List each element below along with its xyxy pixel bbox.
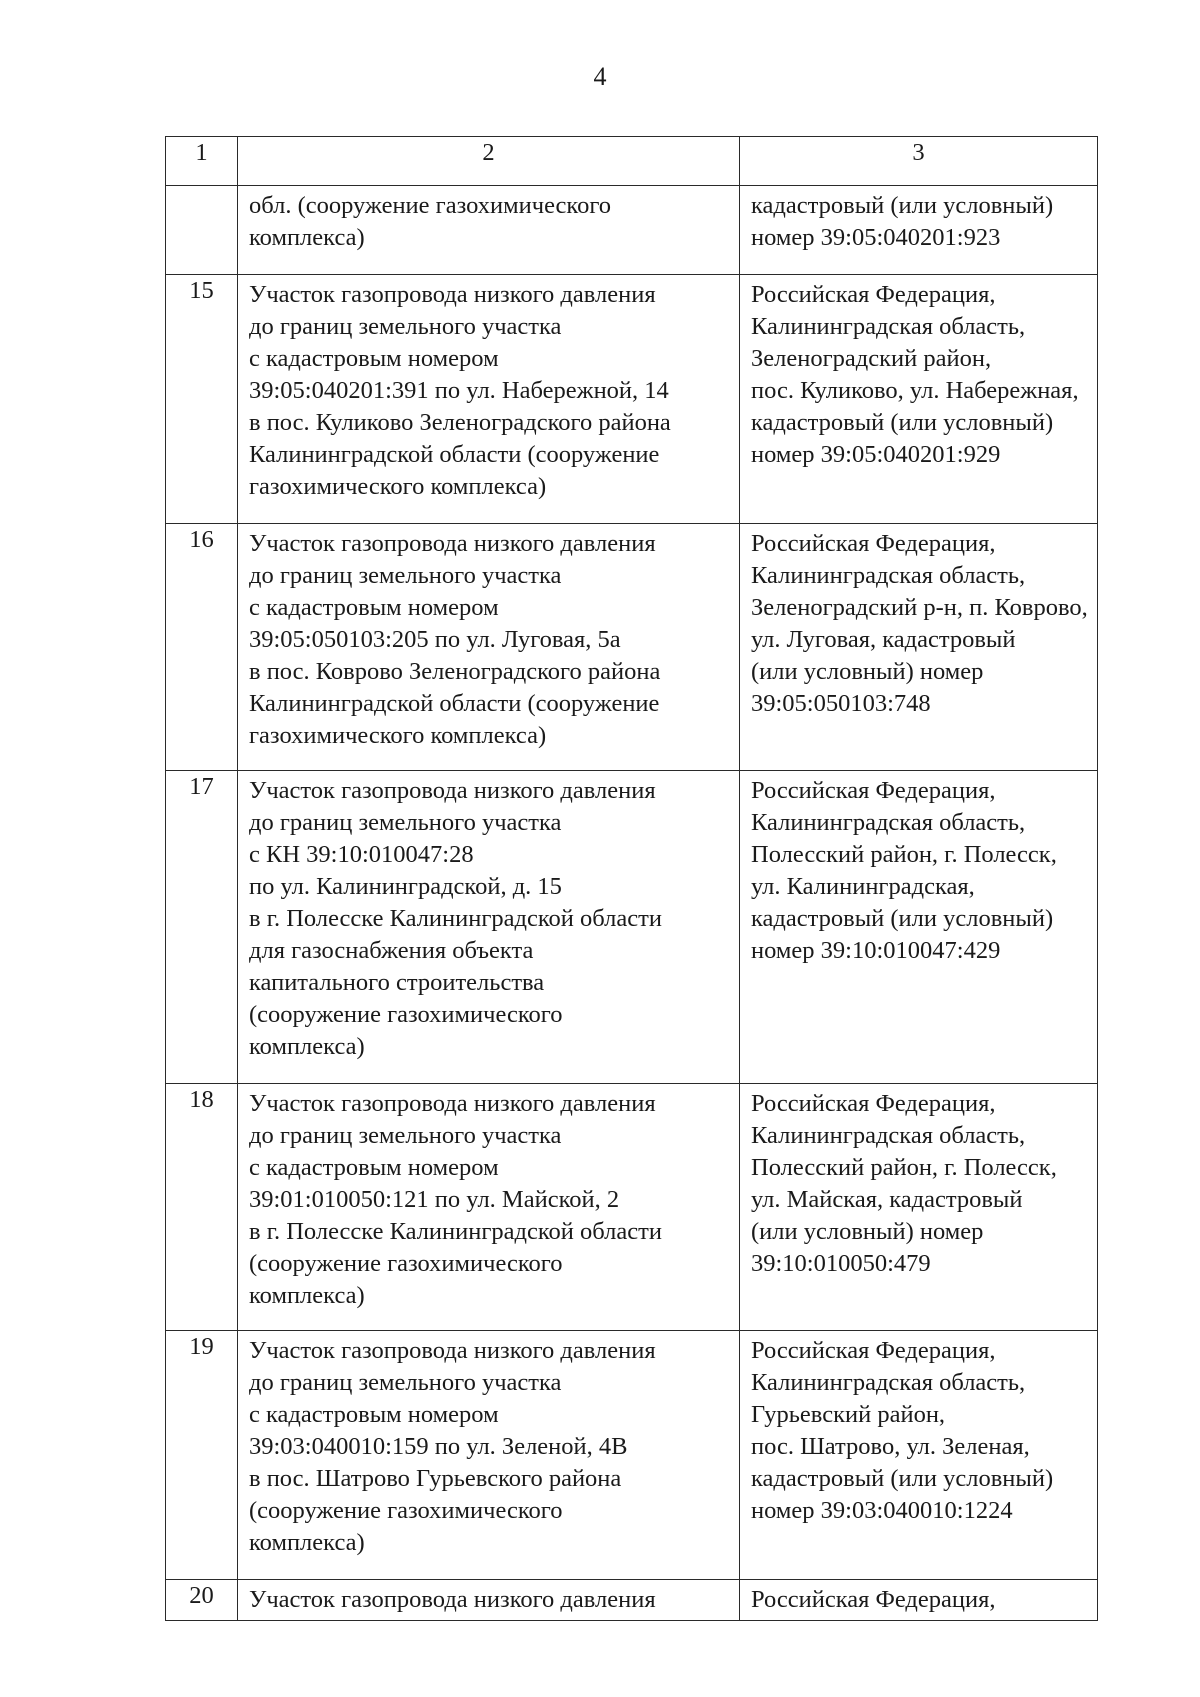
- table-row: [166, 524, 1098, 771]
- object-description: обл. (сооружение газохимического комплекса): [249, 192, 612, 251]
- object-description: Участок газопровода низкого давления до границ земельного участка с кадастровым номером 39:03:040010:159 по ул. Зеленой, 4В в пос. Шатрово Гурьевского района (сооружение газохимического комплекса): [249, 1337, 656, 1556]
- object-address: Российская Федерация, Калининградская область, Полесский район, г. Полесск, ул. Калининградская, кадастровый (или условный) номер 39:10:010047:429: [751, 777, 1057, 964]
- header-col-3: 3: [740, 137, 1098, 186]
- row-number: 18: [166, 1084, 238, 1331]
- object-address: Российская Федерация,: [751, 1586, 996, 1613]
- table-row: [166, 1331, 1098, 1580]
- object-address: Российская Федерация, Калининградская область, Гурьевский район, пос. Шатрово, ул. Зеленая, кадастровый (или условный) номер 39:03:040010:1224: [751, 1337, 1054, 1524]
- object-description: Участок газопровода низкого давления: [249, 1586, 656, 1613]
- object-address: Российская Федерация, Калининградская область, Полесский район, г. Полесск, ул. Майская, кадастровый (или условный) номер 39:10:010050:479: [751, 1090, 1057, 1277]
- property-table: [165, 136, 1098, 1621]
- row-number: 15: [166, 275, 238, 524]
- table-row: [166, 186, 1098, 275]
- header-col-1: 1: [166, 137, 238, 186]
- row-number: [166, 186, 238, 275]
- table-header-row: [166, 137, 1098, 186]
- table-row: [166, 1580, 1098, 1621]
- row-number: 19: [166, 1331, 238, 1580]
- object-address: Российская Федерация, Калининградская область, Зеленоградский район, пос. Куликово, ул. Набережная, кадастровый (или условный) номер 39:05:040201:929: [751, 281, 1079, 468]
- row-number: 16: [166, 524, 238, 771]
- row-number: 20: [166, 1580, 238, 1621]
- object-address: кадастровый (или условный) номер 39:05:040201:923: [751, 192, 1054, 251]
- object-description: Участок газопровода низкого давления до границ земельного участка с кадастровым номером 39:05:040201:391 по ул. Набережной, 14 в пос. Куликово Зеленоградского района Калининградской области (сооружение газохимического комплекса): [249, 281, 671, 500]
- object-description: Участок газопровода низкого давления до границ земельного участка с кадастровым номером 39:01:010050:121 по ул. Майской, 2 в г. Полесске Калининградской области (сооружение газохимического комплекса): [249, 1090, 662, 1309]
- header-col-2: 2: [238, 137, 740, 186]
- table-row: [166, 275, 1098, 524]
- row-number: 17: [166, 771, 238, 1084]
- page-number: 4: [593, 62, 607, 91]
- table-row: [166, 1084, 1098, 1331]
- object-description: Участок газопровода низкого давления до границ земельного участка с КН 39:10:010047:28 по ул. Калининградской, д. 15 в г. Полесске Калининградской области для газоснабжения объекта капитального строительства (сооружение газохимического комплекса): [249, 777, 662, 1060]
- object-address: Российская Федерация, Калининградская область, Зеленоградский р-н, п. Коврово, ул. Луговая, кадастровый (или условный) номер 39:05:050103:748: [751, 530, 1088, 717]
- object-description: Участок газопровода низкого давления до границ земельного участка с кадастровым номером 39:05:050103:205 по ул. Луговая, 5а в пос. Коврово Зеленоградского района Калининградской области (сооружение газохимического комплекса): [249, 530, 661, 749]
- table-row: [166, 771, 1098, 1084]
